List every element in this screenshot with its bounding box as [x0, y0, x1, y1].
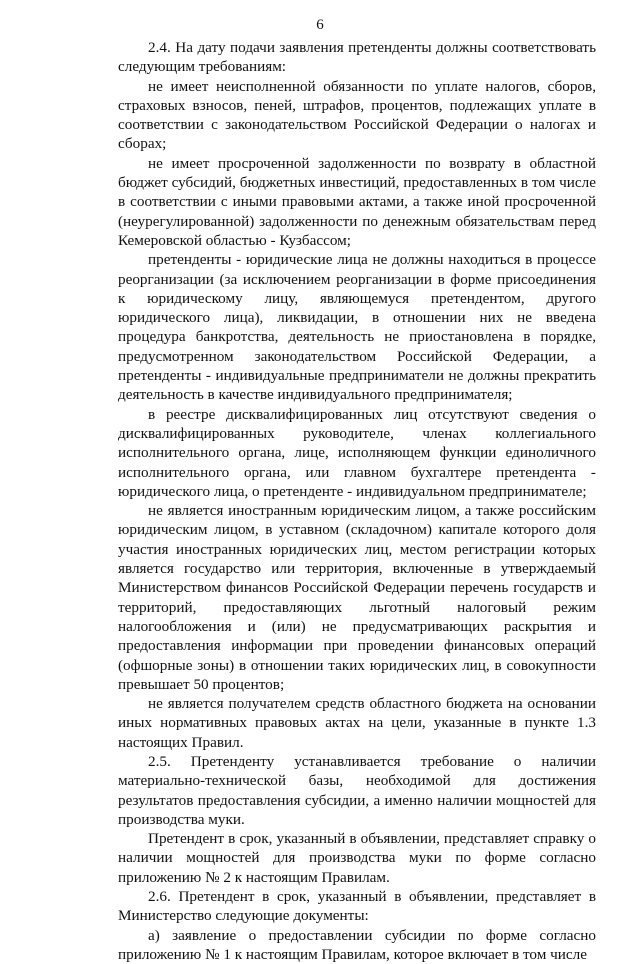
requirement-not-foreign-entity: не является иностранным юридическим лицом, а также российским юридическим лицом, в уставном (складочном) капитале которого доля участия иностранных юридических лиц, местом регистрации которых является государство или территория, включенные в утверждаемый Министерством финансов Российской Федерации перечень государств и территорий, предоставляющих льготный налоговый режим налогообложения и (или) не предусматривающих раскрытия и предоставления информации при проведении финансовых операций (офшорные зоны) в отношении таких юридических лиц, в совокупности превышает 50 процентов; [118, 502, 596, 693]
paragraph-2-5: 2.5. Претенденту устанавливается требование о наличии материально-технической базы, необходимой для достижения результатов предоставления субсидии, а именно наличии мощностей для производства муки. [118, 752, 596, 828]
page-number: 6 [316, 17, 324, 33]
paragraph-2-4: 2.4. На дату подачи заявления претенденты должны соответствовать следующим требованиям: [118, 39, 596, 76]
requirement-disqualified-registry: в реестре дисквалифицированных лиц отсутствуют сведения о дисквалифицированных руководителе, членах коллегиального исполнительного органа, лице, исполняющем функции единоличного исполнительного органа, или главном бухгалтере претендента - юридического лица, о претенденте - индивидуальном предпринимателе; [118, 405, 596, 500]
paragraph-2-6: 2.6. Претендент в срок, указанный в объявлении, представляет в Министерство следующие документы: [118, 888, 596, 925]
requirement-not-budget-recipient: не является получателем средств областного бюджета на основании иных нормативных правовых актах на цели, указанные в пункте 1.3 настоящих Правил. [118, 695, 596, 751]
requirement-no-overdue-debt: не имеет просроченной задолженности по возврату в областной бюджет субсидий, бюджетных инвестиций, предоставленных в том числе в соответствии с иными правовыми актами, а также иной просроченной (неурегулированной) задолженности по денежным обязательствам перед Кемеровской областью - Кузбассом; [118, 154, 596, 249]
requirement-no-reorganization: претенденты - юридические лица не должны находиться в процессе реорганизации (за исключением реорганизации в форме присоединения к юридическому лицу, являющемуся претендентом, другого юридического лица), ликвидации, в отношении них не введена процедура банкротства, деятельность не приостановлена в порядке, предусмотренном законодательством Российской Федерации, а претенденты - индивидуальные предприниматели не должны прекратить деятельность в качестве индивидуального предпринимателя; [118, 251, 596, 404]
document-body [118, 38, 596, 964]
paragraph-capacity-certificate: Претендент в срок, указанный в объявлении, представляет справку о наличии мощностей для производства муки по форме согласно приложению № 2 к настоящим Правилам. [118, 830, 596, 886]
requirement-tax-obligations: не имеет неисполненной обязанности по уплате налогов, сборов, страховых взносов, пеней, штрафов, процентов, подлежащих уплате в соответствии с законодательством Российской Федерации о налогах и сборах; [118, 77, 596, 153]
item-a-application: а) заявление о предоставлении субсидии по форме согласно приложению № 1 к настоящим Правилам, которое включает в том числе [118, 926, 596, 963]
